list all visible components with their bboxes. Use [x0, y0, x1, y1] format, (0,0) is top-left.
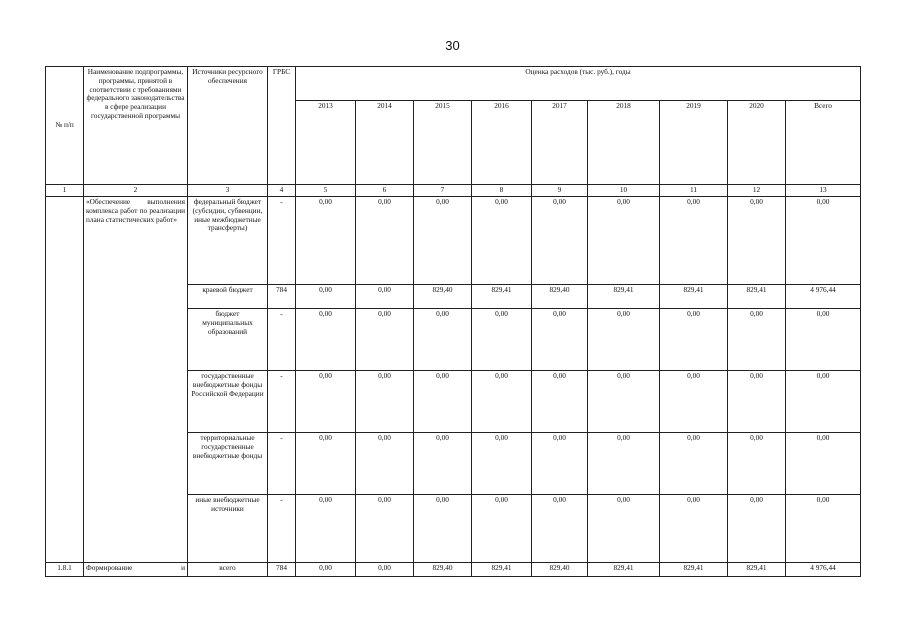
value-cell: 0,00 — [356, 563, 414, 577]
value-cell: 0,00 — [532, 309, 588, 371]
source-cell: краевой бюджет — [188, 285, 268, 309]
source-cell: бюджет муниципальных образований — [188, 309, 268, 371]
total-cell: 0,00 — [786, 371, 861, 433]
value-cell: 829,41 — [660, 563, 728, 577]
value-cell: 0,00 — [660, 495, 728, 563]
year-2017: 2017 — [532, 101, 588, 185]
total-cell: 4 976,44 — [786, 285, 861, 309]
value-cell: 829,40 — [532, 285, 588, 309]
index-cell: 9 — [532, 185, 588, 197]
year-2016: 2016 — [472, 101, 532, 185]
index-cell: 2 — [84, 185, 188, 197]
budget-table — [45, 66, 861, 577]
index-cell: 11 — [660, 185, 728, 197]
row-name — [84, 563, 188, 577]
value-cell: 0,00 — [728, 495, 786, 563]
value-cell: 0,00 — [532, 371, 588, 433]
value-cell: 0,00 — [414, 433, 472, 495]
total-cell: 0,00 — [786, 495, 861, 563]
program-name: «Обеспечение выполнения комплекса работ по реализации плана статистических работ» — [84, 197, 188, 563]
value-cell: 0,00 — [728, 197, 786, 285]
index-cell: 4 — [268, 185, 296, 197]
header-source: Источники ресурсного обеспечения — [188, 67, 268, 185]
value-cell: 0,00 — [472, 309, 532, 371]
value-cell: 0,00 — [728, 371, 786, 433]
value-cell: 0,00 — [588, 371, 660, 433]
year-2013: 2013 — [296, 101, 356, 185]
year-total: Всего — [786, 101, 861, 185]
value-cell: 0,00 — [472, 433, 532, 495]
value-cell: 0,00 — [356, 433, 414, 495]
index-cell: 12 — [728, 185, 786, 197]
header-num: № п/п — [46, 67, 84, 185]
value-cell: 0,00 — [588, 433, 660, 495]
value-cell: 0,00 — [296, 197, 356, 285]
value-cell: 829,41 — [660, 285, 728, 309]
year-2014: 2014 — [356, 101, 414, 185]
header-expenses-group: Оценка расходов (тыс. руб.), годы — [296, 67, 861, 101]
year-2018: 2018 — [588, 101, 660, 185]
value-cell: 829,40 — [414, 563, 472, 577]
source-cell: всего — [188, 563, 268, 577]
total-cell: 0,00 — [786, 433, 861, 495]
index-cell: 6 — [356, 185, 414, 197]
value-cell: 0,00 — [660, 371, 728, 433]
year-2019: 2019 — [660, 101, 728, 185]
value-cell: 829,41 — [728, 285, 786, 309]
grbs-cell: 784 — [268, 563, 296, 577]
header-row — [46, 67, 861, 101]
year-2020: 2020 — [728, 101, 786, 185]
index-cell: 8 — [472, 185, 532, 197]
value-cell: 0,00 — [588, 495, 660, 563]
value-cell: 0,00 — [660, 197, 728, 285]
header-grbs: ГРБС — [268, 67, 296, 185]
grbs-cell: - — [268, 197, 296, 285]
program-num-cell — [46, 197, 84, 563]
value-cell: 0,00 — [356, 285, 414, 309]
value-cell: 0,00 — [728, 309, 786, 371]
grbs-cell: - — [268, 495, 296, 563]
index-cell: 10 — [588, 185, 660, 197]
value-cell: 0,00 — [356, 371, 414, 433]
value-cell: 0,00 — [414, 495, 472, 563]
value-cell: 0,00 — [588, 197, 660, 285]
value-cell: 0,00 — [296, 285, 356, 309]
value-cell: 0,00 — [472, 197, 532, 285]
value-cell: 829,41 — [588, 563, 660, 577]
grbs-cell: - — [268, 371, 296, 433]
value-cell: 0,00 — [472, 371, 532, 433]
index-cell: 7 — [414, 185, 472, 197]
index-cell: 13 — [786, 185, 861, 197]
value-cell: 0,00 — [414, 197, 472, 285]
value-cell: 829,41 — [472, 563, 532, 577]
source-cell: территориальные государственные внебюджетные фонды — [188, 433, 268, 495]
table-row — [46, 197, 861, 285]
value-cell: 0,00 — [728, 433, 786, 495]
value-cell: 0,00 — [296, 495, 356, 563]
value-cell: 829,41 — [728, 563, 786, 577]
index-cell: 3 — [188, 185, 268, 197]
grbs-cell: 784 — [268, 285, 296, 309]
index-row — [46, 185, 861, 197]
index-cell: 1 — [46, 185, 84, 197]
value-cell: 0,00 — [532, 197, 588, 285]
value-cell: 0,00 — [588, 309, 660, 371]
value-cell: 0,00 — [660, 433, 728, 495]
value-cell: 0,00 — [414, 309, 472, 371]
value-cell: 829,41 — [588, 285, 660, 309]
total-cell: 0,00 — [786, 197, 861, 285]
source-cell: федеральный бюджет (субсидии, субвенции, иные межбюджетные трансферты) — [188, 197, 268, 285]
value-cell: 0,00 — [660, 309, 728, 371]
value-cell: 0,00 — [356, 309, 414, 371]
grbs-cell: - — [268, 433, 296, 495]
value-cell: 0,00 — [356, 197, 414, 285]
grbs-cell: - — [268, 309, 296, 371]
value-cell: 0,00 — [532, 433, 588, 495]
value-cell: 0,00 — [296, 371, 356, 433]
year-2015: 2015 — [414, 101, 472, 185]
value-cell: 0,00 — [414, 371, 472, 433]
source-cell: государственные внебюджетные фонды Российской Федерации — [188, 371, 268, 433]
value-cell: 0,00 — [532, 495, 588, 563]
page-number: 30 — [445, 38, 460, 53]
row-name-right: и — [181, 563, 185, 572]
value-cell: 0,00 — [296, 563, 356, 577]
index-cell: 5 — [296, 185, 356, 197]
value-cell: 829,40 — [532, 563, 588, 577]
row-name-left: Формирование — [86, 563, 133, 572]
source-cell: иные внебюджетные источники — [188, 495, 268, 563]
value-cell: 0,00 — [472, 495, 532, 563]
value-cell: 829,40 — [414, 285, 472, 309]
value-cell: 829,41 — [472, 285, 532, 309]
value-cell: 0,00 — [296, 433, 356, 495]
total-cell: 4 976,44 — [786, 563, 861, 577]
table-row — [46, 563, 861, 577]
value-cell: 0,00 — [356, 495, 414, 563]
header-name: Наименование подпрограммы, программы, принятой в соответствии с требованиями федерального законодательства в сфере реализации государственной программы — [84, 67, 188, 185]
total-cell: 0,00 — [786, 309, 861, 371]
row-num: 1.8.1 — [46, 563, 84, 577]
value-cell: 0,00 — [296, 309, 356, 371]
